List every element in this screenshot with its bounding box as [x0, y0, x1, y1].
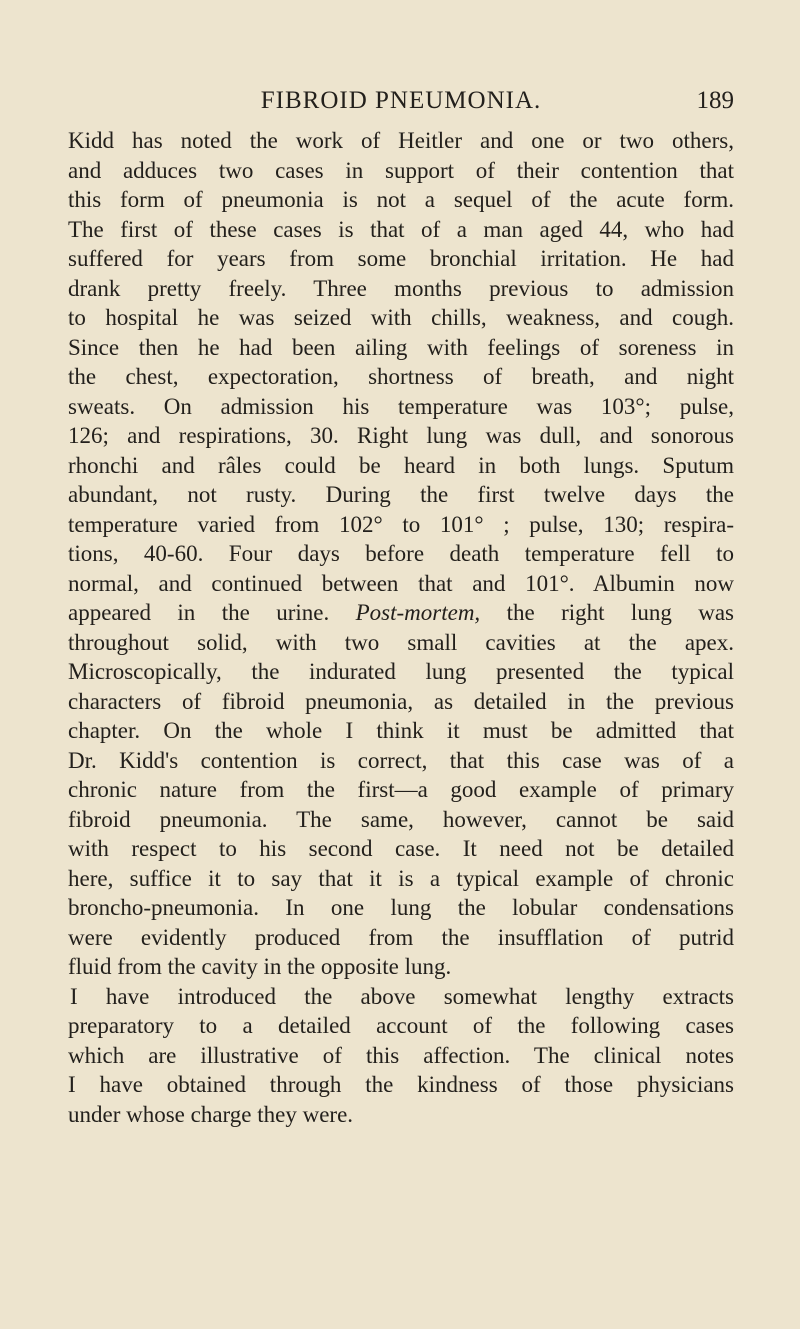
text-line: temperature varied from 102° to 101° ; pulse, 130; respira-	[68, 511, 734, 537]
text-line: with respect to his second case. It need not be detailed	[68, 836, 734, 861]
text-segment: appeared in the urine.	[68, 600, 330, 625]
text-line: fluid from the cavity in the opposite lung.	[68, 954, 452, 979]
text-line: rhonchi and râles could be heard in both lungs. Sputum	[68, 452, 734, 478]
text-line: The first of these cases is that of a man aged 44, who had	[68, 216, 734, 242]
text-line: abundant, not rusty. During the first twelve days the	[68, 482, 734, 507]
page-number: 189	[696, 87, 734, 114]
text-line: under whose charge they were.	[68, 1101, 354, 1127]
text-line: Microscopically, the indurated lung presented the typical	[68, 659, 734, 684]
text-line: the chest, expectoration, shortness of breath, and night	[68, 364, 734, 389]
text-line-mixed	[68, 598, 734, 628]
text-line: I have obtained through the kindness of those physicians	[68, 1072, 734, 1097]
text-line: chronic nature from the first—a good example of primary	[68, 777, 734, 802]
text-line: drank pretty freely. Three months previous to admission	[68, 275, 734, 301]
text-line: Since then he had been ailing with feelings of soreness in	[68, 334, 734, 360]
text-line: to hospital he was seized with chills, weakness, and cough.	[68, 305, 734, 330]
text-line: fibroid pneumonia. The same, however, cannot be said	[68, 806, 734, 832]
text-line: sweats. On admission his temperature was 103°; pulse,	[68, 393, 734, 419]
text-segment: the right lung was	[506, 600, 734, 625]
text-line: chapter. On the whole I think it must be admitted that	[68, 718, 734, 743]
text-line: and adduces two cases in support of their contention that	[68, 157, 734, 183]
text-line: were evidently produced from the insufflation of putrid	[68, 924, 734, 950]
text-line: which are illustrative of this affection. The clinical notes	[68, 1042, 734, 1068]
text-line: normal, and continued between that and 101°. Albumin now	[68, 570, 734, 596]
text-line: tions, 40-60. Four days before death temperature fell to	[68, 541, 734, 566]
italic-phrase: Post-mortem,	[355, 600, 481, 625]
text-line: preparatory to a detailed account of the following cases	[68, 1013, 734, 1038]
text-line: this form of pneumonia is not a sequel of the acute form.	[68, 187, 734, 212]
paragraph-2	[68, 982, 734, 1130]
text-line: suffered for years from some bronchial irritation. He had	[68, 246, 734, 271]
text-line: 126; and respirations, 30. Right lung was dull, and sonorous	[68, 423, 734, 448]
chapter-title: FIBROID PNEUMONIA.	[260, 87, 542, 114]
body-text	[68, 126, 734, 1129]
text-line: Dr. Kidd's contention is correct, that this case was of a	[68, 747, 734, 773]
running-head	[68, 84, 734, 118]
text-line: here, suffice it to say that it is a typical example of chronic	[68, 865, 734, 891]
paragraph-1	[68, 126, 734, 982]
text-line: Kidd has noted the work of Heitler and one or two others,	[68, 128, 734, 153]
text-line: I have introduced the above somewhat lengthy extracts	[70, 983, 734, 1009]
text-line: throughout solid, with two small cavities at the apex.	[68, 629, 734, 655]
text-line: broncho-pneumonia. In one lung the lobular condensations	[68, 895, 734, 920]
text-line: characters of fibroid pneumonia, as detailed in the previous	[68, 688, 734, 714]
